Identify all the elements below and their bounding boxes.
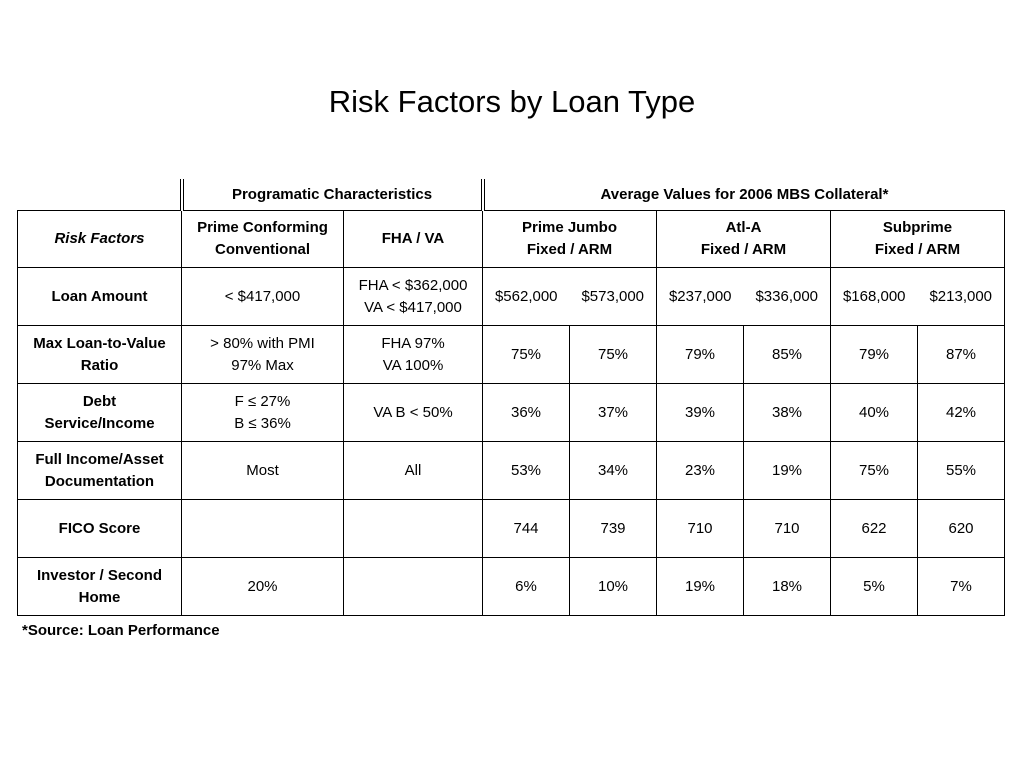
average-values-header: Average Values for 2006 MBS Collateral* (483, 179, 1005, 211)
source-footnote: *Source: Loan Performance (22, 622, 220, 639)
row-label: Investor / Second Home (18, 558, 182, 616)
row-label: Max Loan-to-Value Ratio (18, 326, 182, 384)
page-title: Risk Factors by Loan Type (328, 84, 696, 119)
programmatic-header: Programatic Characteristics (182, 179, 483, 211)
value-cell: 19% (657, 558, 744, 616)
table-row (18, 442, 1005, 500)
value-cell: $573,000 (570, 268, 657, 326)
value-cell: 85% (744, 326, 831, 384)
prime-conforming-cell: < $417,000 (182, 268, 344, 326)
row-label: Debt Service/Income (18, 384, 182, 442)
value-cell: 34% (570, 442, 657, 500)
value-cell: 79% (657, 326, 744, 384)
value-cell: 39% (657, 384, 744, 442)
value-cell: 87% (918, 326, 1005, 384)
value-cell: 79% (831, 326, 918, 384)
value-cell: 36% (483, 384, 570, 442)
value-cell: 75% (483, 326, 570, 384)
value-cell: 5% (831, 558, 918, 616)
value-cell: 7% (918, 558, 1005, 616)
alt-a-header: Atl-A Fixed / ARM (657, 211, 831, 268)
table-row (18, 500, 1005, 558)
table-row (18, 268, 1005, 326)
value-cell: 744 (483, 500, 570, 558)
value-cell: $336,000 (744, 268, 831, 326)
value-cell: 55% (918, 442, 1005, 500)
value-cell: 53% (483, 442, 570, 500)
value-cell: $237,000 (657, 268, 744, 326)
empty-corner (18, 179, 182, 211)
value-cell: 6% (483, 558, 570, 616)
value-cell: 75% (570, 326, 657, 384)
value-cell: 622 (831, 500, 918, 558)
table-row (18, 326, 1005, 384)
risk-factors-table (17, 179, 1005, 616)
prime-conforming-cell: F ≤ 27% B ≤ 36% (182, 384, 344, 442)
row-label: FICO Score (18, 500, 182, 558)
prime-conforming-cell: > 80% with PMI 97% Max (182, 326, 344, 384)
value-cell: 38% (744, 384, 831, 442)
table-row (18, 558, 1005, 616)
column-header-row (18, 211, 1005, 268)
fha-va-cell: FHA < $362,000 VA < $417,000 (344, 268, 483, 326)
value-cell: 23% (657, 442, 744, 500)
fha-va-cell: All (344, 442, 483, 500)
value-cell: $562,000 (483, 268, 570, 326)
prime-conforming-header: Prime Conforming Conventional (182, 211, 344, 268)
fha-va-header: FHA / VA (344, 211, 483, 268)
value-cell: 10% (570, 558, 657, 616)
value-cell: $213,000 (918, 268, 1005, 326)
value-cell: 42% (918, 384, 1005, 442)
value-cell: 739 (570, 500, 657, 558)
fha-va-cell: VA B < 50% (344, 384, 483, 442)
fha-va-cell: FHA 97% VA 100% (344, 326, 483, 384)
row-label: Loan Amount (18, 268, 182, 326)
table-row (18, 384, 1005, 442)
value-cell: 620 (918, 500, 1005, 558)
value-cell: 19% (744, 442, 831, 500)
value-cell: 40% (831, 384, 918, 442)
value-cell: 18% (744, 558, 831, 616)
fha-va-cell (344, 500, 483, 558)
prime-jumbo-header: Prime Jumbo Fixed / ARM (483, 211, 657, 268)
value-cell: 37% (570, 384, 657, 442)
value-cell: 710 (657, 500, 744, 558)
value-cell: 75% (831, 442, 918, 500)
subprime-header: Subprime Fixed / ARM (831, 211, 1005, 268)
value-cell: 710 (744, 500, 831, 558)
prime-conforming-cell: Most (182, 442, 344, 500)
value-cell: $168,000 (831, 268, 918, 326)
group-header-row (18, 179, 1005, 211)
row-label: Full Income/Asset Documentation (18, 442, 182, 500)
fha-va-cell (344, 558, 483, 616)
prime-conforming-cell: 20% (182, 558, 344, 616)
risk-factors-header: Risk Factors (18, 211, 182, 268)
prime-conforming-cell (182, 500, 344, 558)
